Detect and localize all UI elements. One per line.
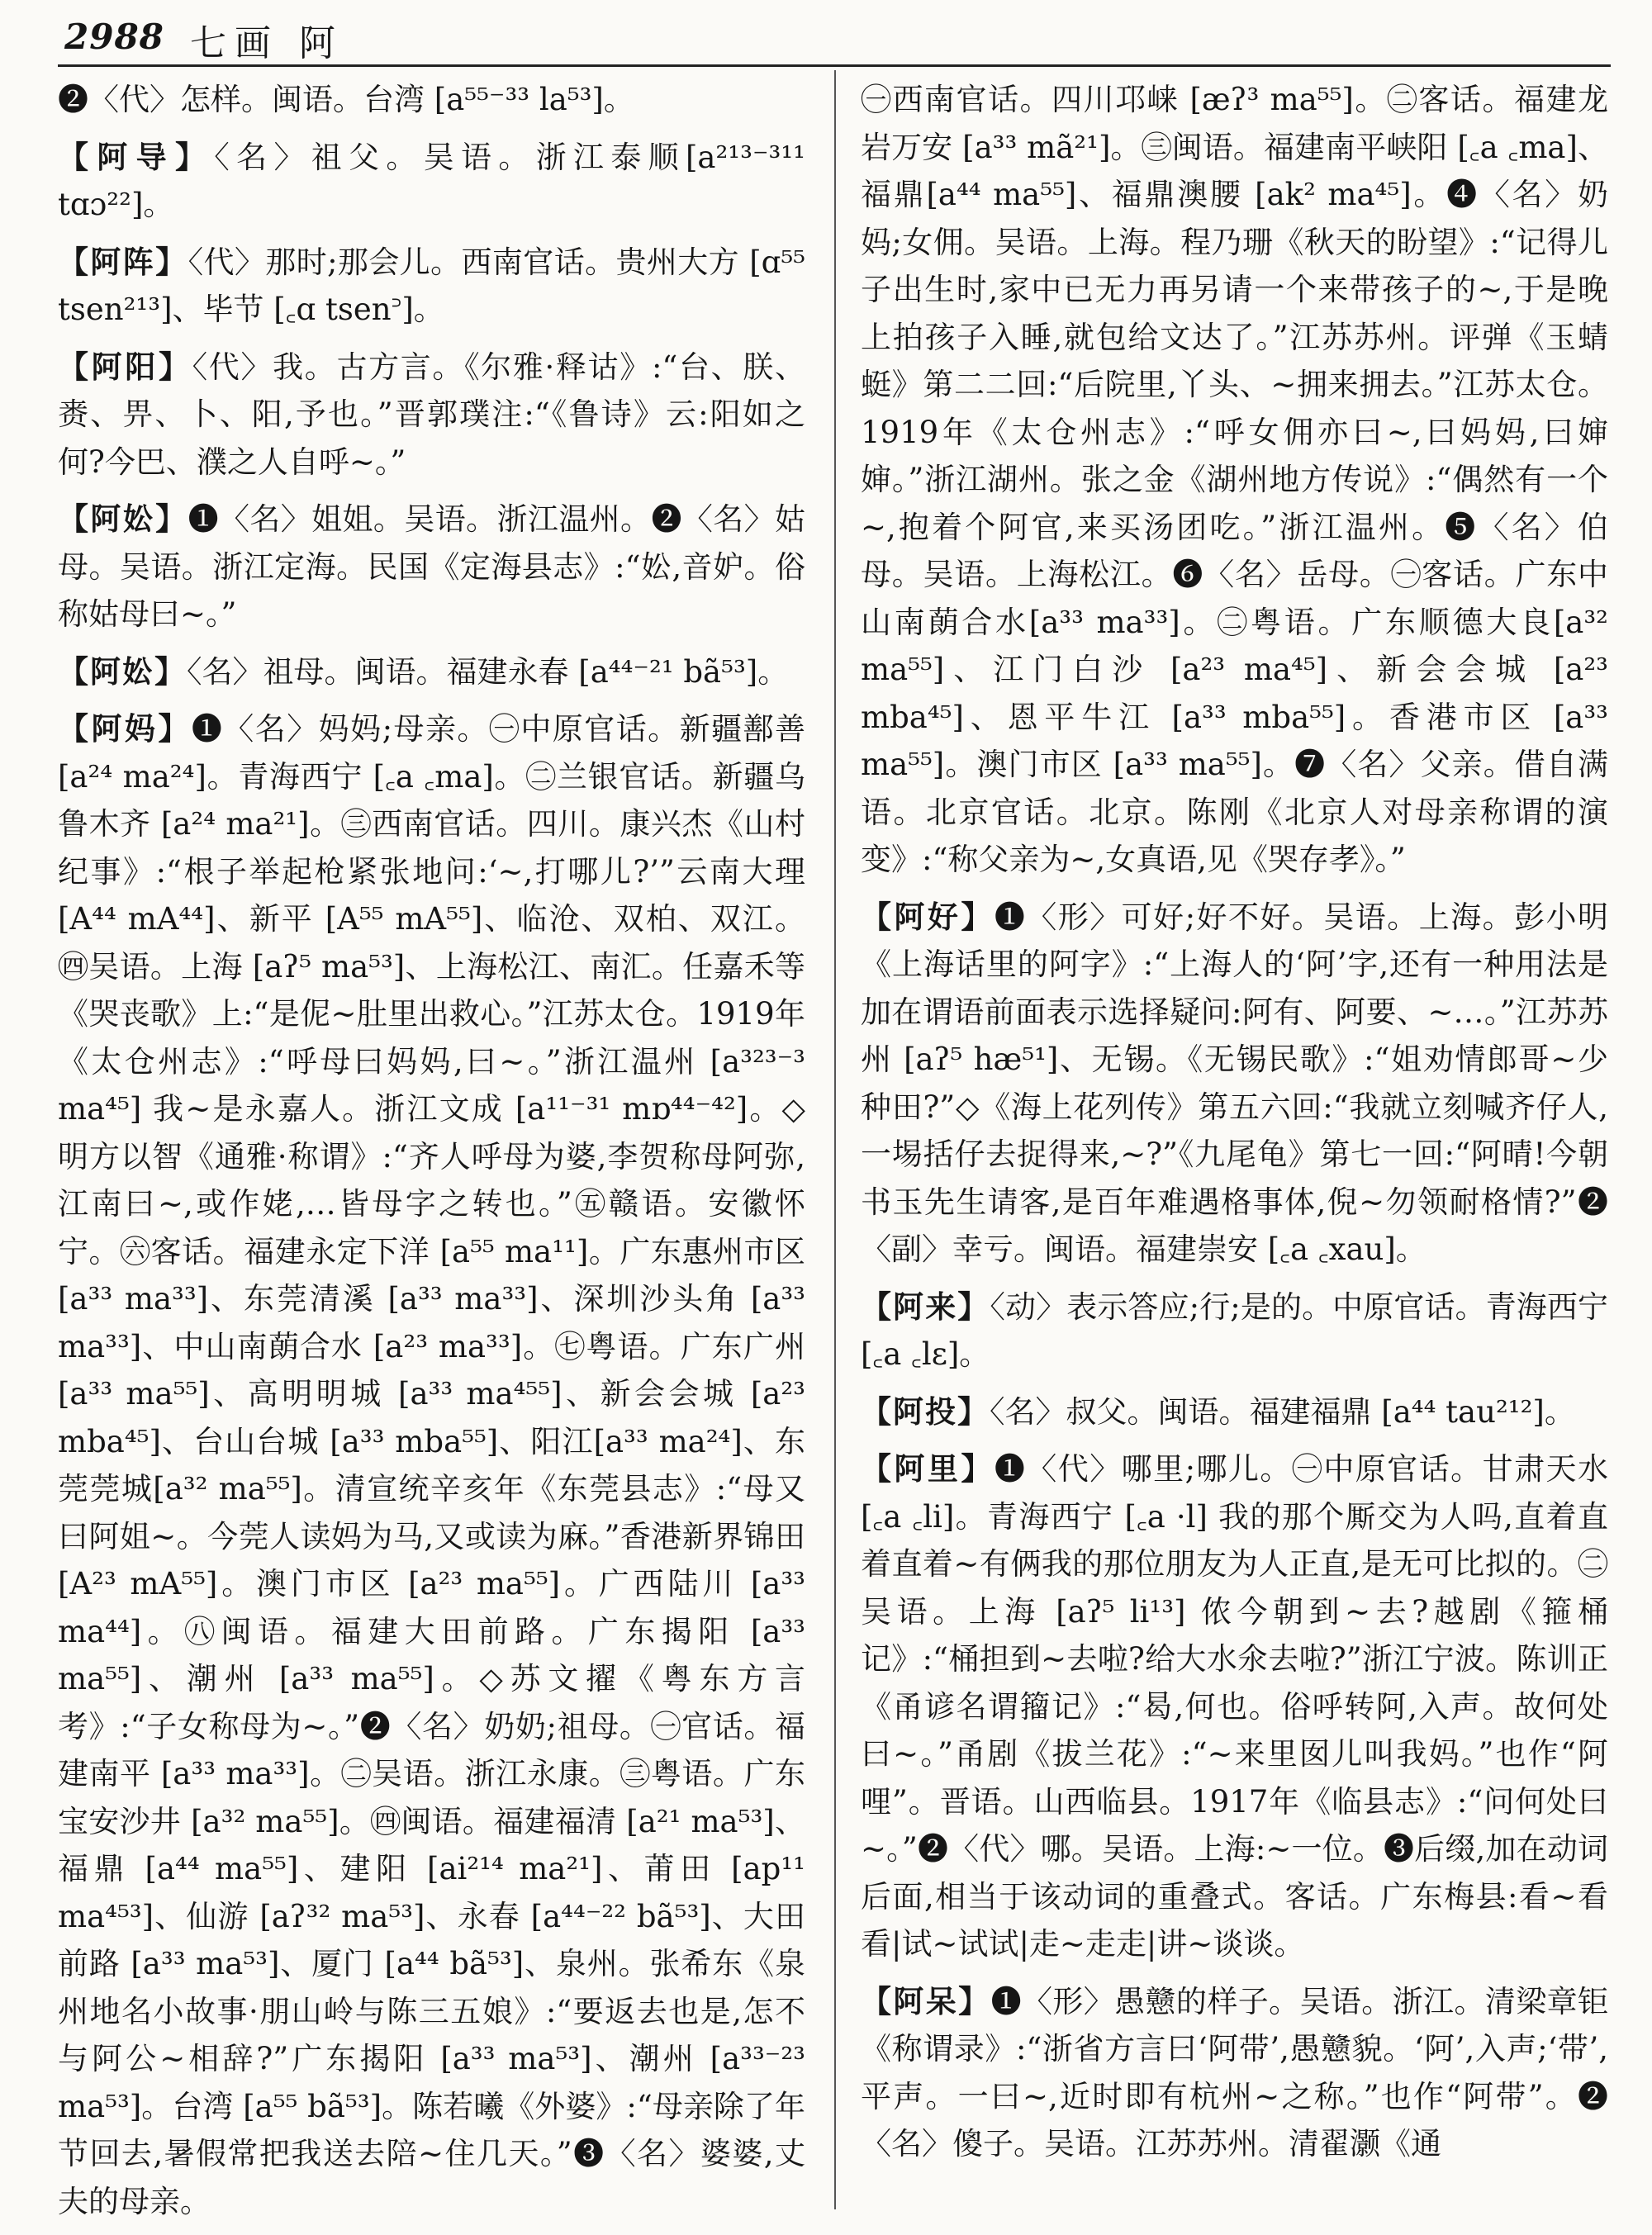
entry-definition: ❷〈代〉怎样。闽语。台湾 [a⁵⁵⁻³³ la⁵³]。: [58, 82, 634, 117]
entry-definition: 〈名〉叔父。闽语。福建福鼎 [a⁴⁴ tau²¹²]。: [990, 1393, 1575, 1430]
headword: 【阿阵】: [58, 243, 188, 280]
entry-definition: 〈代〉那时;那会儿。西南官话。贵州大方 [ɑ⁵⁵ tsen²¹³]、毕节 [꜀ɑ tsen꜄]。: [58, 244, 806, 327]
headword: 【阿好】: [861, 898, 995, 935]
dictionary-entry: [58, 239, 805, 334]
page-number: 2988: [64, 17, 164, 57]
entry-definition: ❶〈形〉愚戆的样子。吴语。浙江。清梁章钜《称谓录》:“浙省方言曰‘阿带’,愚戆貌。‘阿’,入声;‘带’,平声。一曰~,近时即有杭州~之称。”也作“阿带”。❷〈名〉傻子。吴语。江苏苏州。清翟灏《通: [861, 1983, 1609, 2161]
running-title: 七画 阿: [190, 22, 344, 64]
dictionary-entry: [861, 1388, 1608, 1436]
headword: 【阿投】: [861, 1393, 990, 1430]
headword: 【阿里】: [861, 1450, 995, 1487]
dictionary-entry: [58, 705, 805, 2225]
dictionary-entry: [861, 1284, 1608, 1378]
header-rule: [58, 64, 1611, 67]
headword: 【阿阳】: [58, 348, 192, 385]
entry-definition: ❶〈形〉可好;好不好。吴语。上海。彭小明《上海话里的阿字》:“上海人的‘阿’字,还有一种用法是加在谓语前面表示选择疑问:阿有、阿要、~…。”江苏苏州 [aʔ⁵ hæ⁵¹]、无锡。《无锡民歌》:“姐劝情郎哥~少种田?”◇《海上花列传》第五六回:“我就立刻喊齐仔人,一埸括仔去捉得来,~?”《九尾龟》第七一回:“阿晴!今朝书玉先生请客,是百年难遇格事体,倪~勿领耐格情?”❷〈副〉幸亏。闽语。福建崇安 [꜀a ꜀xau]。: [861, 899, 1609, 1267]
headword: 【阿呆】: [861, 1982, 991, 2019]
entry-definition: 〈动〉表示答应;行;是的。中原官话。青海西宁 [꜀a ꜀lɛ]。: [861, 1288, 1609, 1372]
dictionary-entry: [58, 76, 805, 124]
headword: 【阿来】: [861, 1288, 990, 1325]
page-header: [0, 0, 1652, 66]
dictionary-entry: [861, 76, 1608, 884]
dictionary-entry: [861, 1978, 1608, 2168]
entry-definition: 〈名〉祖父。吴语。浙江泰顺[a²¹³⁻³¹¹ tɑɔ²²]。: [58, 139, 805, 222]
entry-definition: ❶〈名〉姐姐。吴语。浙江温州。❷〈名〉姑母。吴语。浙江定海。民国《定海县志》:“妐,音妒。俗称姑母曰~。”: [58, 501, 806, 632]
left-column: [58, 76, 805, 2235]
dictionary-entry: [861, 1445, 1608, 1968]
dictionary-entry: [861, 894, 1608, 1274]
right-column: [861, 76, 1608, 2178]
headword: 【阿妐】: [58, 652, 187, 690]
dictionary-entry: [58, 134, 805, 229]
dictionary-entry: [58, 344, 805, 486]
entry-definition: ㊀西南官话。四川邛崃 [æʔ³ ma⁵⁵]。㊁客话。福建龙岩万安 [a³³ mã²¹]。㊂闽语。福建南平峡阳 [꜀a ꜀ma]、福鼎[a⁴⁴ ma⁵⁵]、福鼎澳腰 [ak² ma⁴⁵]。❹〈名〉奶妈;女佣。吴语。上海。程乃珊《秋天的盼望》:“记得儿子出生时,家中已无力再另请一个来带孩子的~,于是晚上拍孩子入睡,就包给文达了。”江苏苏州。评弹《玉蜻蜓》第二二回:“后院里,丫头、~拥来拥去。”江苏太仓。1919年《太仓州志》:“呼女佣亦曰~,曰妈妈,曰婶婶。”浙江湖州。张之金《湖州地方传说》:“偶然有一个~,抱着个阿官,来买汤团吃。”浙江温州。❺〈名〉伯母。吴语。上海松江。❻〈名〉岳母。㊀客话。广东中山南蓢合水[a³³ ma³³]。㊁粤语。广东顺德大良[a³² ma⁵⁵]、江门白沙 [a²³ ma⁴⁵]、新会会城 [a²³ mba⁴⁵]、恩平牛江 [a³³ mba⁵⁵]。香港市区 [a³³ ma⁵⁵]。澳门市区 [a³³ ma⁵⁵]。❼〈名〉父亲。借自满语。北京官话。北京。陈刚《北京人对母亲称谓的演变》:“称父亲为~,女真语,见《哭存孝》。”: [861, 82, 1608, 877]
entry-definition: 〈代〉我。古方言。《尔雅·释诂》:“台、朕、赉、畀、卜、阳,予也。”晋郭璞注:“《鲁诗》云:阳如之何?今巴、濮之人自呼~。”: [58, 349, 805, 480]
headword: 【阿妈】: [58, 710, 192, 747]
headword: 【阿妐】: [58, 501, 188, 537]
entry-definition: 〈名〉祖母。闽语。福建永春 [a⁴⁴⁻²¹ bã⁵³]。: [187, 653, 789, 690]
dictionary-entry: [58, 648, 805, 696]
dictionary-entry: [58, 496, 805, 638]
entry-definition: ❶〈代〉哪里;哪儿。㊀中原官话。甘肃天水 [꜀a ꜀li]。青海西宁 [꜀a ·l] 我的那个厮交为人吗,直着直着直着~有俩我的那位朋友为人正直,是无可比拟的。㊁吴语。上海 [aʔ⁵ li¹³] 侬今朝到~去?越剧《箍桶记》:“桶担到~去啦?给大水氽去啦?”浙江宁波。陈训正《甬谚名谓籀记》:“曷,何也。俗呼转阿,入声。故何处曰~。”甬剧《拔兰花》:“~来里囡儿叫我妈。”也作“阿哩”。晋语。山西临县。1917年《临县志》:“问何处曰~。”❷〈代〉哪。吴语。上海:~一位。❸后缀,加在动词后面,相当于该动词的重叠式。客话。广东梅县:看~看看|试~试试|走~走走|讲~谈谈。: [861, 1451, 1609, 1962]
column-divider: [834, 70, 836, 2209]
entry-definition: ❶〈名〉妈妈;母亲。㊀中原官话。新疆鄯善 [a²⁴ ma²⁴]。青海西宁 [꜀a ꜀ma]。㊁兰银官话。新疆乌鲁木齐 [a²⁴ ma²¹]。㊂西南官话。四川。康兴杰《山村纪事》:“根子举起枪紧张地问:‘~,打哪儿?’”云南大理 [A⁴⁴ mA⁴⁴]、新平 [A⁵⁵ mA⁵⁵]、临沧、双柏、双江。㊃吴语。上海 [aʔ⁵ ma⁵³]、上海松江、南汇。任嘉禾等《哭丧歌》上:“是伲~肚里出救心。”江苏太仓。1919年《太仓州志》:“呼母曰妈妈,曰~。”浙江温州 [a³²³⁻³ ma⁴⁵] 我~是永嘉人。浙江文成 [a¹¹⁻³¹ mɒ⁴⁴⁻⁴²]。◇明方以智《通雅·称谓》:“齐人呼母为婆,李贺称母阿弥,江南曰~,或作姥,…皆母字之转也。”㊄赣语。安徽怀宁。㊅客话。福建永定下洋 [a⁵⁵ ma¹¹]。广东惠州市区 [a³³ ma³³]、东莞清溪 [a³³ ma³³]、深圳沙头角 [a³³ ma³³]、中山南蓢合水 [a²³ ma³³]。㊆粤语。广东广州 [a³³ ma⁵⁵]、高明明城 [a³³ ma⁴⁵⁵]、新会会城 [a²³ mba⁴⁵]、台山台城 [a³³ mba⁵⁵]、阳江[a³³ ma²⁴]、东莞莞城[a³² ma⁵⁵]。清宣统辛亥年《东莞县志》:“母又曰阿姐~。今莞人读妈为马,又或读为麻。”香港新界锦田 [A²³ mA⁵⁵]。澳门市区 [a²³ ma⁵⁵]。广西陆川 [a³³ ma⁴⁴]。㊇闽语。福建大田前路。广东揭阳 [a³³ ma⁵⁵]、潮州 [a³³ ma⁵⁵]。◇苏文擢《粤东方言考》:“子女称母为~。”❷〈名〉奶奶;祖母。㊀官话。福建南平 [a³³ ma³³]。㊁吴语。浙江永康。㊂粤语。广东宝安沙井 [a³² ma⁵⁵]。㊃闽语。福建福清 [a²¹ ma⁵³]、福鼎 [a⁴⁴ ma⁵⁵]、建阳 [ai²¹⁴ ma²¹]、莆田 [ap¹¹ ma⁴⁵³]、仙游 [aʔ³² ma⁵³]、永春 [a⁴⁴⁻²² bã⁵³]、大田前路 [a³³ ma⁵³]、厦门 [a⁴⁴ bã⁵³]、泉州。张希东《泉州地名小故事·朋山岭与陈三五娘》:“要返去也是,怎不与阿公~相辞?”广东揭阳 [a³³ ma⁵³]、潮州 [a³³⁻²³ ma⁵³]。台湾 [a⁵⁵ bã⁵³]。陈若曦《外婆》:“母亲除了年节回去,暑假常把我送去陪~住几天。”❸〈名〉婆婆,丈夫的母亲。: [58, 711, 806, 2219]
headword: 【阿导】: [58, 138, 215, 175]
